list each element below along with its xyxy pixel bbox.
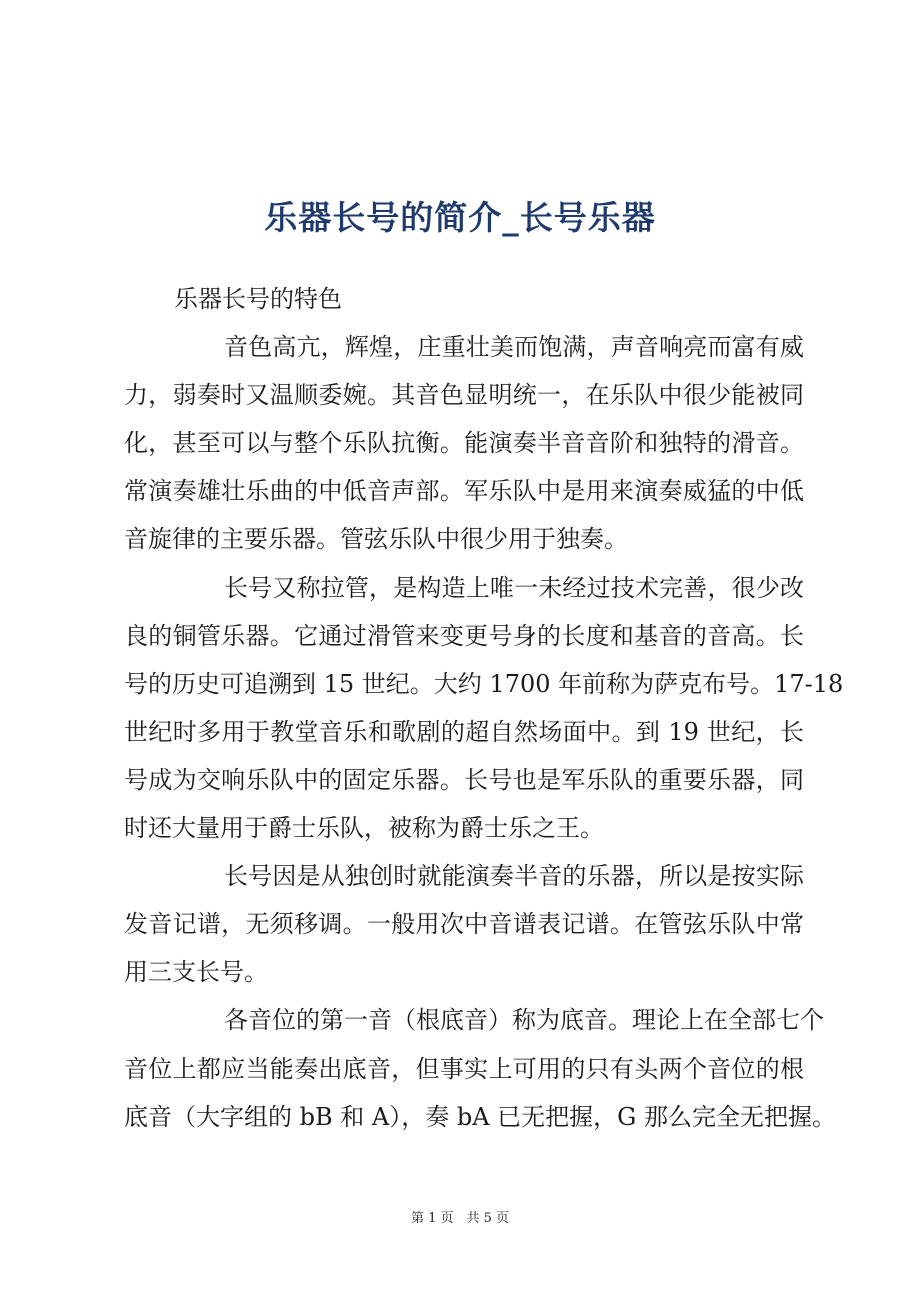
paragraph-line: 长号又称拉管，是构造上唯一未经过技术完善，很少改 — [224, 573, 804, 602]
paragraph-4 — [124, 996, 836, 1140]
paragraph-line: 良的铜管乐器。它通过滑管来变更号身的长度和基音的音高。长 — [124, 621, 804, 650]
paragraph-line: 号的历史可追溯到 15 世纪。大约 1700 年前称为萨克布号。17-18 — [124, 669, 844, 698]
paragraph-line: 各音位的第一音（根底音）称为底音。理论上在全部七个 — [224, 1006, 824, 1035]
paragraph-line: 常演奏雄壮乐曲的中低音声部。军乐队中是用来演奏威猛的中低 — [124, 477, 804, 506]
paragraph-line: 时还大量用于爵士乐队，被称为爵士乐之王。 — [124, 814, 604, 843]
section-heading: 乐器长号的特色 — [174, 285, 342, 313]
paragraph-line: 发音记谱，无须移调。一般用次中音谱表记谱。在管弦乐队中常 — [124, 910, 804, 939]
paragraph-2 — [124, 564, 844, 853]
paragraph-line: 力，弱奏时又温顺委婉。其音色显明统一，在乐队中很少能被同 — [124, 381, 804, 410]
paragraph-line: 世纪时多用于教堂音乐和歌剧的超自然场面中。到 19 世纪，长 — [124, 717, 804, 746]
paragraph-3 — [124, 852, 804, 996]
paragraph-line: 底音（大字组的 bB 和 A），奏 bA 已无把握，G 那么完全无把握。 — [124, 1102, 836, 1131]
document-body — [124, 275, 844, 1141]
paragraph-line: 音色高亢，辉煌，庄重壮美而饱满，声音响亮而富有威 — [224, 333, 804, 362]
document-title: 乐器长号的简介_长号乐器 — [264, 198, 656, 237]
paragraph-line: 号成为交响乐队中的固定乐器。长号也是军乐队的重要乐器，同 — [124, 765, 804, 794]
paragraph-line: 音旋律的主要乐器。管弦乐队中很少用于独奏。 — [124, 525, 628, 554]
page-footer: 第 1 页 共 5 页 — [410, 1211, 510, 1226]
paragraph-line: 化，甚至可以与整个乐队抗衡。能演奏半音音阶和独特的滑音。 — [124, 429, 804, 458]
paragraph-line: 长号因是从独创时就能演奏半音的乐器，所以是按实际 — [224, 862, 804, 891]
paragraph-1 — [124, 323, 804, 563]
paragraph-line: 用三支长号。 — [124, 958, 268, 987]
paragraph-line: 音位上都应当能奏出底音，但事实上可用的只有头两个音位的根 — [124, 1054, 804, 1083]
